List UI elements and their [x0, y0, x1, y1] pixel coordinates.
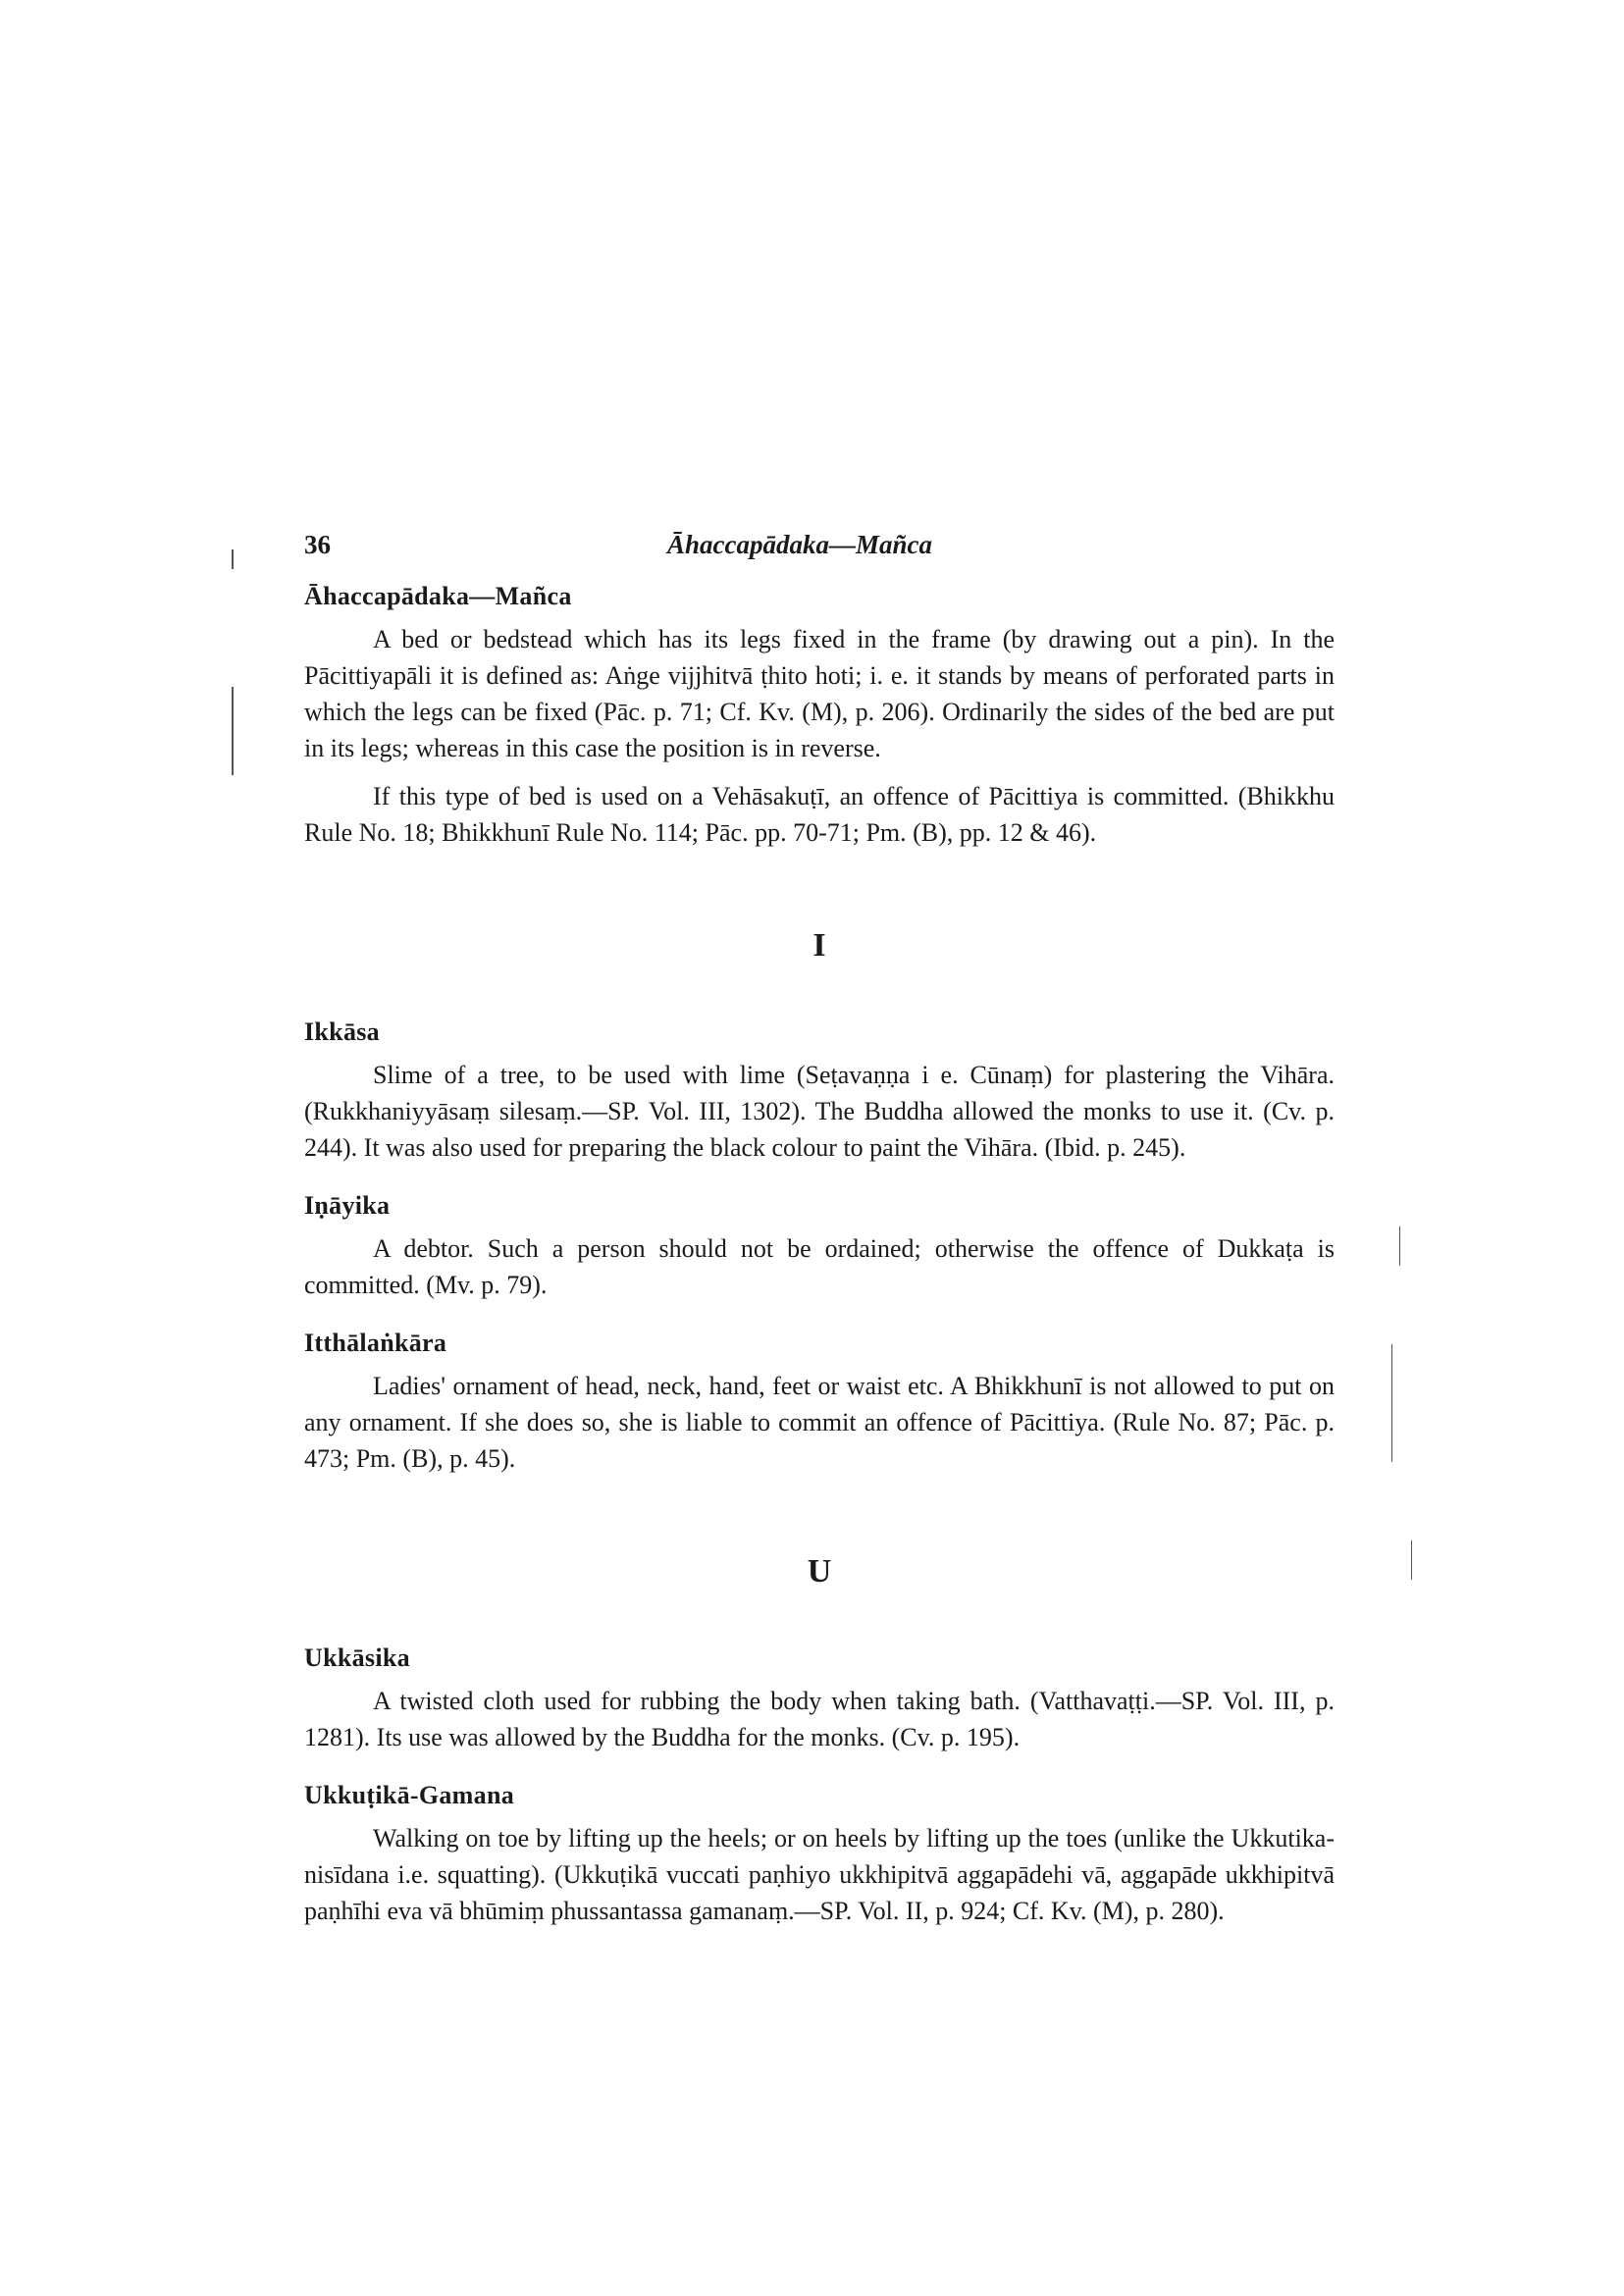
entry-ikkasa [304, 1018, 1335, 1166]
scan-margin-mark [232, 549, 234, 569]
entry-paragraph: A twisted cloth used for rubbing the body when taking bath. (Vatthavaṭṭi.—SP. Vol. III, p. 1281). Its use was allowed by the Buddha for the monks. (Cv. p. 195). [304, 1687, 1335, 1751]
scan-margin-mark [1411, 1540, 1412, 1580]
scan-margin-mark [1399, 1226, 1400, 1266]
entry-ukkutika-gamana [304, 1781, 1335, 1929]
headword: Iṇāyika [304, 1191, 391, 1220]
dictionary-page [304, 530, 1335, 1955]
page-number: 36 [304, 530, 331, 559]
section-letter-i: I [812, 927, 826, 964]
section-letter-u: U [807, 1553, 832, 1590]
headword: Ikkāsa [304, 1018, 380, 1046]
headword: Āhaccapādaka—Mañca [304, 582, 572, 610]
scan-margin-mark [1391, 1344, 1392, 1462]
running-head [304, 530, 1335, 560]
entry-paragraph: Walking on toe by lifting up the heels; or on heels by lifting up the toes (unlike the Ukkutika-nisīdana i.e. squatting). (Ukkuṭikā vuccati paṇhiyo ukkhipitvā aggapādehi vā, aggapāde ukkhipitvā paṇhīhi eva vā bhūmiṃ phussantassa gamanaṃ.—SP. Vol. II, p. 924; Cf. Kv. (M), p. 280). [304, 1824, 1335, 1925]
headword: Itthālaṅkāra [304, 1329, 447, 1357]
entry-paragraph: A debtor. Such a person should not be ordained; otherwise the offence of Dukkaṭa is committed. (Mv. p. 79). [304, 1234, 1335, 1299]
entry-paragraph: Ladies' ornament of head, neck, hand, feet or waist etc. A Bhikkhunī is not allowed to put on any ornament. If she does so, she is liable to commit an offence of Pācittiya. (Rule No. 87; Pāc. p. 473; Pm. (B), p. 45). [304, 1372, 1335, 1473]
scan-margin-mark [232, 687, 234, 775]
entry-paragraph: Slime of a tree, to be used with lime (Seṭavaṇṇa i e. Cūnaṃ) for plastering the Vihāra. (Rukkhaniyyāsaṃ silesaṃ.—SP. Vol. III, 1302). The Buddha allowed the monks to use it. (Cv. p. 244). It was also used for preparing the black colour to paint the Vihāra. (Ibid. p. 245). [304, 1061, 1335, 1162]
headword: Ukkuṭikā-Gamana [304, 1781, 514, 1809]
entry-paragraph: If this type of bed is used on a Vehāsakuṭī, an offence of Pācittiya is committed. (Bhikkhu Rule No. 18; Bhikkhunī Rule No. 114; Pāc. pp. 70-71; Pm. (B), pp. 12 & 46). [304, 782, 1335, 847]
headword: Ukkāsika [304, 1644, 410, 1672]
entry-inayika [304, 1191, 1335, 1303]
entry-itthalankara [304, 1329, 1335, 1477]
entry-paragraph: A bed or bedstead which has its legs fixed in the frame (by drawing out a pin). In the Pācittiyapāli it is defined as: Aṅge vijjhitvā ṭhito hoti; i. e. it stands by means of perforated parts in which the legs can be fixed (Pāc. p. 71; Cf. Kv. (M), p. 206). Ordinarily the sides of the bed are put in its legs; whereas in this case the position is in reverse. [304, 625, 1335, 762]
entry-ahaccapadaka [304, 582, 1335, 851]
running-head-title: Āhaccapādaka—Mañca [667, 530, 932, 559]
entry-ukkasika [304, 1644, 1335, 1755]
